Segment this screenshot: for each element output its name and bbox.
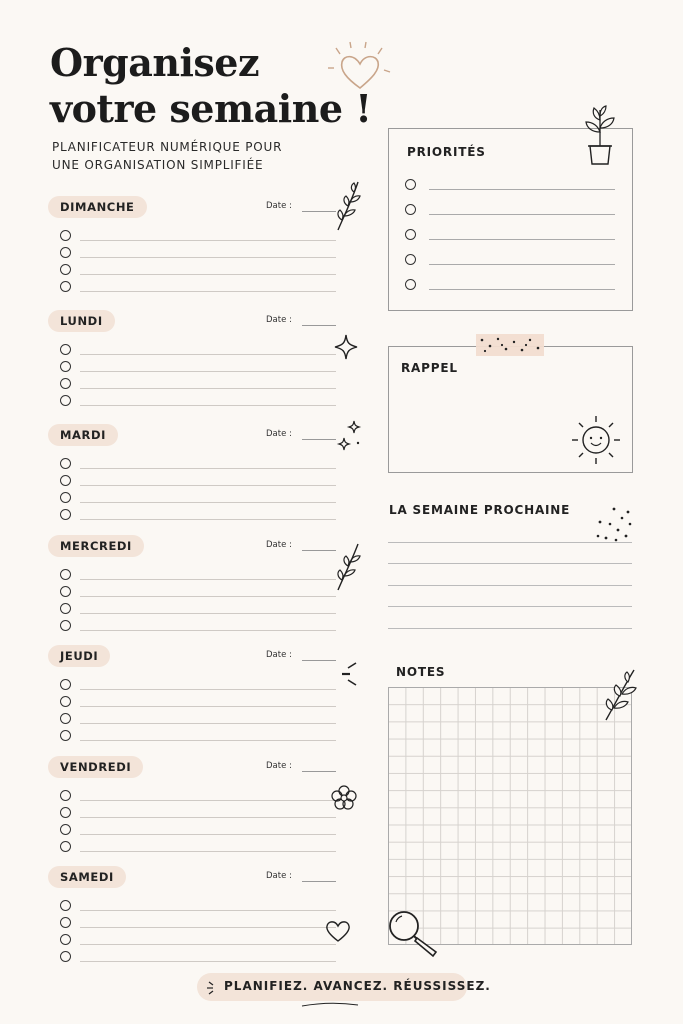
checkbox[interactable] — [60, 696, 71, 707]
priority-row[interactable] — [405, 252, 615, 268]
date-field[interactable] — [302, 550, 336, 551]
date-field[interactable] — [302, 660, 336, 661]
write-line[interactable] — [80, 257, 336, 258]
write-line[interactable] — [80, 851, 336, 852]
task-row[interactable] — [60, 262, 336, 278]
title-line-1: Organisez — [50, 40, 260, 85]
day-label: VENDREDI — [48, 756, 143, 778]
day-label: DIMANCHE — [48, 196, 147, 218]
subtitle-line-1: PLANIFICATEUR NUMÉRIQUE POUR — [52, 140, 283, 154]
checkbox[interactable] — [405, 204, 416, 215]
write-line[interactable] — [80, 354, 336, 355]
checkbox[interactable] — [60, 917, 71, 928]
leaf-icon — [334, 542, 364, 592]
task-row[interactable] — [60, 228, 336, 244]
write-line[interactable] — [80, 961, 336, 962]
heart-outline-icon — [325, 919, 351, 943]
reminder-title: RAPPEL — [401, 361, 458, 375]
checkbox[interactable] — [60, 264, 71, 275]
sparkles-icon — [338, 420, 364, 456]
day-section — [48, 424, 338, 534]
write-line[interactable] — [429, 264, 615, 265]
task-row[interactable] — [60, 279, 336, 295]
write-line[interactable] — [80, 910, 336, 911]
checkbox[interactable] — [405, 254, 416, 265]
task-row[interactable] — [60, 788, 336, 804]
flower-icon — [330, 784, 358, 812]
dots-decoration — [594, 506, 634, 542]
date-label: Date : — [266, 871, 292, 881]
write-line[interactable] — [80, 927, 336, 928]
write-line[interactable] — [80, 740, 336, 741]
tape-dots — [476, 334, 544, 356]
write-line[interactable] — [80, 817, 336, 818]
task-row[interactable] — [60, 805, 336, 821]
sparkle-icon — [334, 334, 358, 360]
next-week-title: LA SEMAINE PROCHAINE — [389, 503, 571, 517]
next-week-line[interactable] — [388, 585, 632, 586]
task-row[interactable] — [60, 915, 336, 931]
write-line[interactable] — [80, 689, 336, 690]
date-label: Date : — [266, 761, 292, 771]
day-section — [48, 535, 338, 645]
day-label: MARDI — [48, 424, 118, 446]
write-line[interactable] — [80, 519, 336, 520]
date-label: Date : — [266, 650, 292, 660]
write-line[interactable] — [429, 189, 615, 190]
checkbox[interactable] — [60, 361, 71, 372]
next-week-line[interactable] — [388, 542, 632, 543]
checkbox[interactable] — [60, 509, 71, 520]
checkbox[interactable] — [60, 586, 71, 597]
date-field[interactable] — [302, 211, 336, 212]
day-section — [48, 866, 338, 976]
day-label: SAMEDI — [48, 866, 126, 888]
task-row[interactable] — [60, 898, 336, 914]
day-label: MERCREDI — [48, 535, 144, 557]
checkbox[interactable] — [60, 475, 71, 486]
task-row[interactable] — [60, 711, 336, 727]
sun-icon — [570, 414, 622, 466]
checkbox[interactable] — [60, 281, 71, 292]
task-row[interactable] — [60, 567, 336, 583]
task-row[interactable] — [60, 245, 336, 261]
checkbox[interactable] — [60, 679, 71, 690]
day-label: JEUDI — [48, 645, 110, 667]
day-section — [48, 645, 338, 755]
checkbox[interactable] — [60, 569, 71, 580]
task-row[interactable] — [60, 376, 336, 392]
checkbox[interactable] — [60, 713, 71, 724]
write-line[interactable] — [80, 579, 336, 580]
write-line[interactable] — [80, 596, 336, 597]
write-line[interactable] — [80, 613, 336, 614]
checkbox[interactable] — [60, 230, 71, 241]
day-section — [48, 756, 338, 866]
write-line[interactable] — [80, 240, 336, 241]
dash-accent-icon — [338, 662, 362, 686]
day-label: LUNDI — [48, 310, 115, 332]
write-line[interactable] — [80, 834, 336, 835]
notes-title: NOTES — [396, 665, 446, 679]
leaf-icon — [334, 180, 364, 232]
date-field[interactable] — [302, 325, 336, 326]
date-label: Date : — [266, 429, 292, 439]
write-line[interactable] — [429, 239, 615, 240]
priority-row[interactable] — [405, 277, 615, 293]
task-row[interactable] — [60, 393, 336, 409]
task-row[interactable] — [60, 822, 336, 838]
write-line[interactable] — [80, 630, 336, 631]
task-row[interactable] — [60, 728, 336, 744]
task-row[interactable] — [60, 839, 336, 855]
checkbox[interactable] — [60, 395, 71, 406]
day-section — [48, 310, 338, 420]
magnifier-icon — [388, 910, 448, 958]
checkbox[interactable] — [60, 492, 71, 503]
checkbox[interactable] — [60, 378, 71, 389]
task-row[interactable] — [60, 694, 336, 710]
date-label: Date : — [266, 201, 292, 211]
checkbox[interactable] — [60, 458, 71, 469]
write-line[interactable] — [80, 944, 336, 945]
underline-swoosh — [300, 1000, 360, 1010]
date-field[interactable] — [302, 439, 336, 440]
page-title — [50, 40, 371, 132]
task-row[interactable] — [60, 618, 336, 634]
write-line[interactable] — [80, 723, 336, 724]
task-row[interactable] — [60, 456, 336, 472]
task-row[interactable] — [60, 490, 336, 506]
checkbox[interactable] — [405, 279, 416, 290]
subtitle-line-2: UNE ORGANISATION SIMPLIFIÉE — [52, 158, 264, 172]
subtitle — [52, 138, 282, 174]
task-row[interactable] — [60, 507, 336, 523]
write-line[interactable] — [80, 468, 336, 469]
checkbox[interactable] — [60, 807, 71, 818]
task-row[interactable] — [60, 342, 336, 358]
write-line[interactable] — [80, 502, 336, 503]
write-line[interactable] — [80, 291, 336, 292]
priority-row[interactable] — [405, 177, 615, 193]
next-week-line[interactable] — [388, 563, 632, 564]
date-label: Date : — [266, 540, 292, 550]
heart-icon — [326, 40, 396, 100]
task-row[interactable] — [60, 677, 336, 693]
priorities-title: PRIORITÉS — [407, 145, 486, 159]
checkbox[interactable] — [60, 344, 71, 355]
checkbox[interactable] — [60, 603, 71, 614]
write-line[interactable] — [429, 289, 615, 290]
checkbox[interactable] — [60, 620, 71, 631]
footer-slogan: PLANIFIEZ. AVANCEZ. RÉUSSISSEZ. — [224, 979, 491, 993]
write-line[interactable] — [80, 800, 336, 801]
checkbox[interactable] — [60, 900, 71, 911]
task-row[interactable] — [60, 359, 336, 375]
accent-lines-icon — [205, 980, 219, 996]
date-field[interactable] — [302, 881, 336, 882]
title-line-2: votre semaine ! — [50, 86, 372, 131]
checkbox[interactable] — [60, 790, 71, 801]
task-row[interactable] — [60, 932, 336, 948]
checkbox[interactable] — [60, 951, 71, 962]
write-line[interactable] — [80, 388, 336, 389]
priority-row[interactable] — [405, 202, 615, 218]
checkbox[interactable] — [405, 229, 416, 240]
date-label: Date : — [266, 315, 292, 325]
write-line[interactable] — [80, 371, 336, 372]
write-line[interactable] — [80, 405, 336, 406]
checkbox[interactable] — [60, 247, 71, 258]
checkbox[interactable] — [60, 730, 71, 741]
next-week-line[interactable] — [388, 606, 632, 607]
task-row[interactable] — [60, 473, 336, 489]
task-row[interactable] — [60, 584, 336, 600]
checkbox[interactable] — [60, 841, 71, 852]
day-section — [48, 196, 338, 306]
checkbox[interactable] — [60, 824, 71, 835]
plant-pot-icon — [582, 104, 618, 166]
notes-grid[interactable] — [388, 687, 632, 945]
checkbox[interactable] — [60, 934, 71, 945]
checkbox[interactable] — [405, 179, 416, 190]
priority-row[interactable] — [405, 227, 615, 243]
write-line[interactable] — [80, 274, 336, 275]
next-week-line[interactable] — [388, 628, 632, 629]
write-line[interactable] — [80, 706, 336, 707]
write-line[interactable] — [80, 485, 336, 486]
task-row[interactable] — [60, 601, 336, 617]
write-line[interactable] — [429, 214, 615, 215]
leaf-icon — [602, 668, 640, 722]
date-field[interactable] — [302, 771, 336, 772]
task-row[interactable] — [60, 949, 336, 965]
